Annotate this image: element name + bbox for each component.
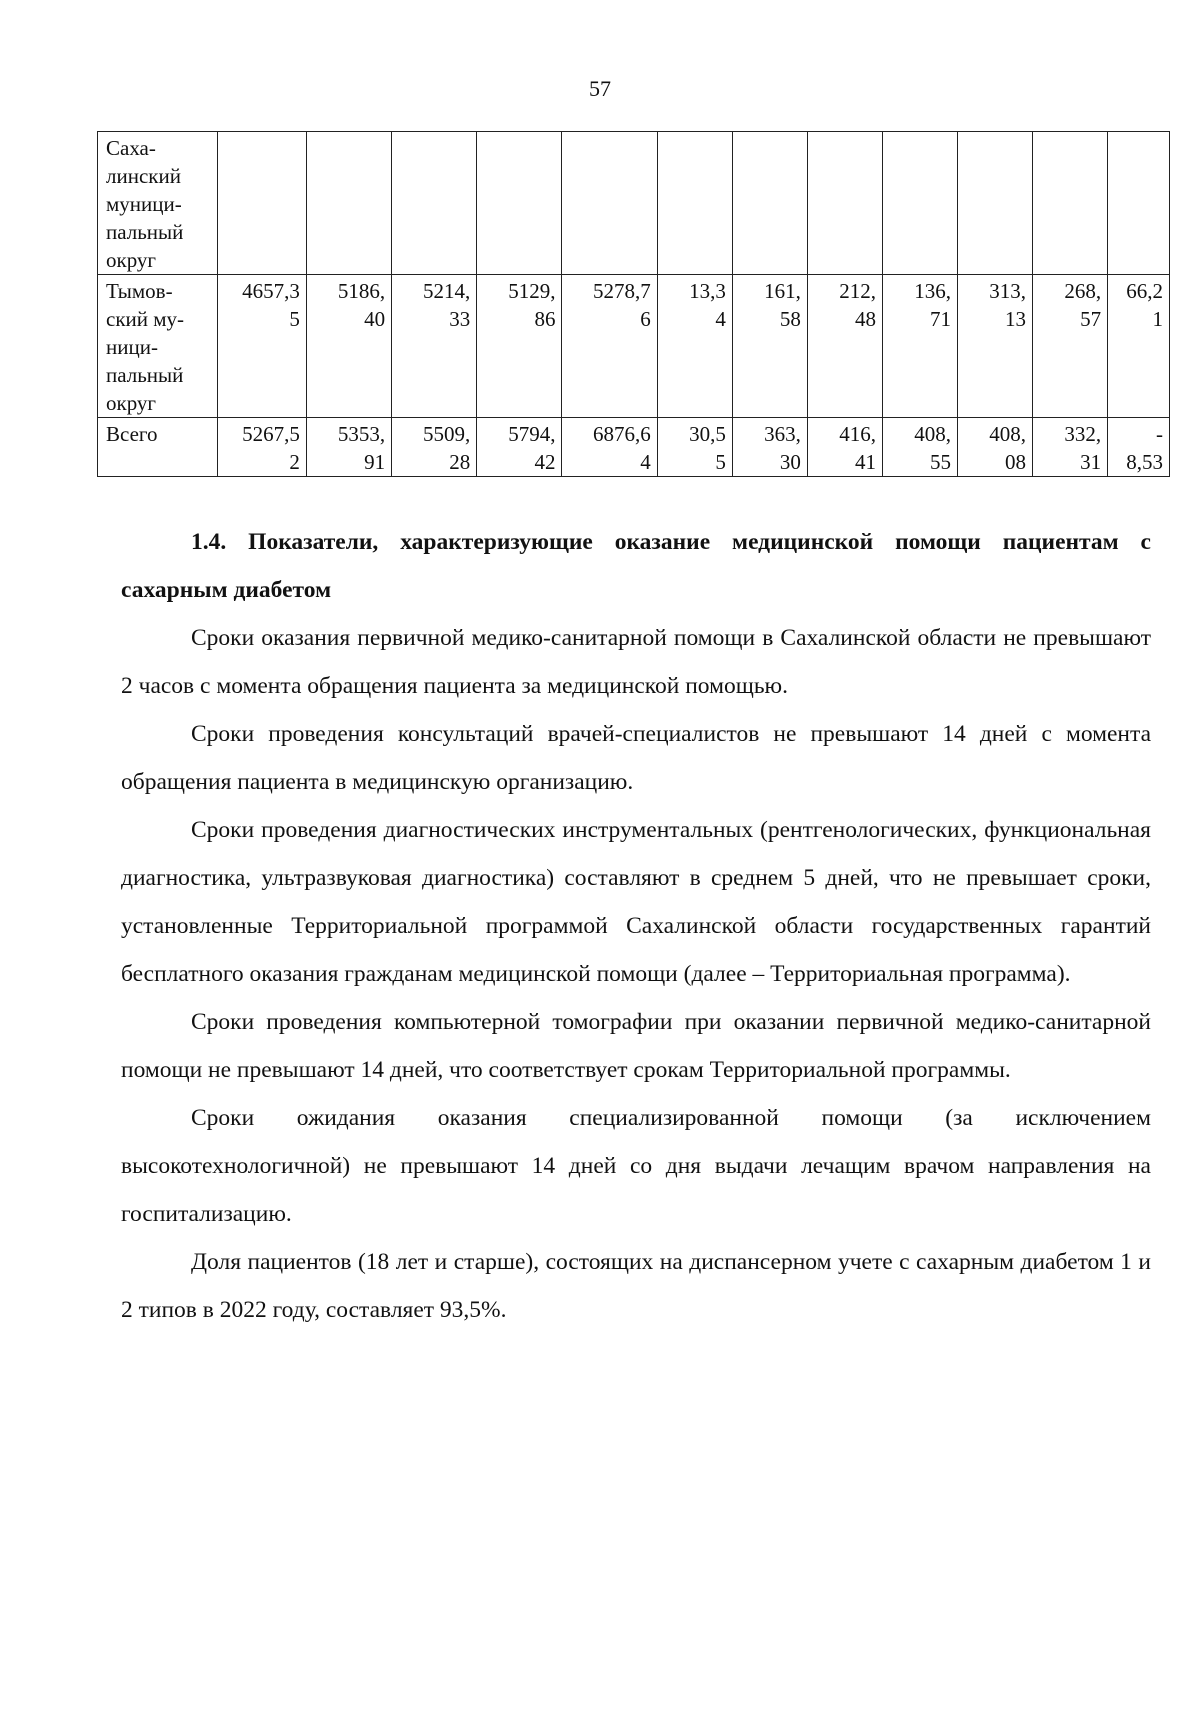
- table-cell: 161, 58: [732, 275, 807, 418]
- table-cell: 13,3 4: [657, 275, 732, 418]
- table-cell: [1108, 132, 1170, 275]
- paragraph: Сроки проведения диагностических инструментальных (рентгенологических, функциональная диагностика, ультразвуковая диагностика) составляют в среднем 5 дней, что не превышает сроки, установленные Территориальной программой Сахалинской области государственных гарантий бесплатного оказания гражданам медицинской помощи (далее – Территориальная программа).: [121, 817, 1151, 987]
- table-cell: 408, 08: [957, 418, 1032, 477]
- statistics-table: [97, 131, 1170, 477]
- table-cell: [657, 132, 732, 275]
- page-number: 57: [589, 76, 611, 101]
- table-cell: 5509, 28: [392, 418, 477, 477]
- table-cell: 408, 55: [882, 418, 957, 477]
- table-cell: [732, 132, 807, 275]
- table-row: [98, 132, 1170, 275]
- table-cell: 212, 48: [807, 275, 882, 418]
- paragraph: Доля пациентов (18 лет и старше), состоящих на диспансерном учете с сахарным диабетом 1 и 2 типов в 2022 году, составляет 93,5%.: [121, 1249, 1151, 1323]
- table-cell: [306, 132, 391, 275]
- table-cell: 416, 41: [807, 418, 882, 477]
- table-row-label: Тымов- ский му- ници- пальный округ: [98, 275, 218, 418]
- table-cell: [477, 132, 562, 275]
- section-1-4: [121, 518, 1151, 1334]
- table-cell: 5353, 91: [306, 418, 391, 477]
- paragraph: Сроки проведения компьютерной томографии при оказании первичной медико-санитарной помощи не превышают 14 дней, что соответствует срокам Территориальной программы.: [121, 1009, 1151, 1083]
- paragraph: Сроки проведения консультаций врачей-специалистов не превышают 14 дней с момента обращения пациента в медицинскую организацию.: [121, 721, 1151, 795]
- table-cell: 5214, 33: [392, 275, 477, 418]
- table-cell: 136, 71: [882, 275, 957, 418]
- table-cell: [1033, 132, 1108, 275]
- table-cell: 5794, 42: [477, 418, 562, 477]
- table-cell: 313, 13: [957, 275, 1032, 418]
- table-cell: 5186, 40: [306, 275, 391, 418]
- paragraph: Сроки ожидания оказания специализированной помощи (за исключением высокотехнологичной) не превышают 14 дней со дня выдачи лечащим врачом направления на госпитализацию.: [121, 1105, 1151, 1227]
- table-cell: [807, 132, 882, 275]
- table-cell: 268, 57: [1033, 275, 1108, 418]
- table-row: [98, 275, 1170, 418]
- table-cell: [217, 132, 306, 275]
- table-cell: [562, 132, 657, 275]
- table-row: [98, 418, 1170, 477]
- paragraph: Сроки оказания первичной медико-санитарной помощи в Сахалинской области не превышают 2 часов с момента обращения пациента за медицинской помощью.: [121, 625, 1151, 699]
- table-cell: - 8,53: [1108, 418, 1170, 477]
- table-cell: 332, 31: [1033, 418, 1108, 477]
- table-cell: 66,2 1: [1108, 275, 1170, 418]
- section-heading: 1.4. Показатели, характеризующие оказание медицинской помощи пациентам с сахарным диабетом: [121, 529, 1151, 603]
- table-cell: 363, 30: [732, 418, 807, 477]
- table-cell: [882, 132, 957, 275]
- table-row-label: Саха- линский муници- пальный округ: [98, 132, 218, 275]
- table-cell: 4657,3 5: [217, 275, 306, 418]
- table-cell: 5267,5 2: [217, 418, 306, 477]
- table-row-label: Всего: [98, 418, 218, 477]
- table-cell: [392, 132, 477, 275]
- table-cell: 6876,6 4: [562, 418, 657, 477]
- table-cell: [957, 132, 1032, 275]
- table-cell: 5278,7 6: [562, 275, 657, 418]
- table-cell: 5129, 86: [477, 275, 562, 418]
- table-cell: 30,5 5: [657, 418, 732, 477]
